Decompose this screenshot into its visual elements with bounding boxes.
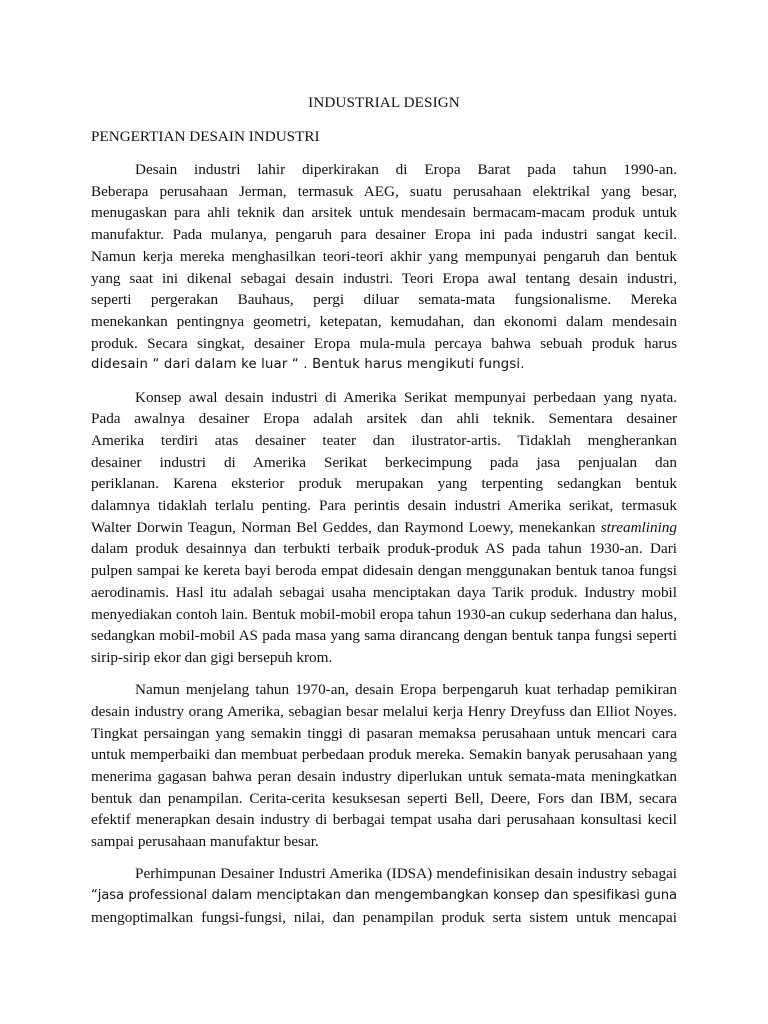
paragraph-line: produk. Secara singkat, desainer Eropa mula-mula percaya bahwa sebuah produk harus (91, 334, 677, 352)
paragraph-line: “jasa professional dalam menciptakan dan mengembangkan konsep dan spesifikasi guna (91, 888, 677, 903)
paragraph-line: desainer industri di Amerika Serikat berkecimpung pada jasa penjualan dan (91, 453, 677, 471)
paragraph-line: efektif menerapkan desain industry di berbagai tempat usaha dari perusahaan konsultasi kecil (91, 811, 677, 829)
paragraph-line: periklanan. Karena eksterior produk merupakan yang terpenting sedangkan bentuk (91, 475, 677, 493)
paragraph-line: Konsep awal desain industri di Amerika Serikat mempunyai perbedaan yang nyata. (135, 388, 677, 406)
paragraph-line: bentuk dan penampilan. Cerita-cerita kesuksesan seperti Bell, Deere, Fors dan IBM, secara (91, 789, 677, 807)
paragraph-line: menerima gagasan bahwa peran desain industry diperlukan untuk semata-mata meningkatkan (91, 767, 677, 785)
paragraph-line: Namun menjelang tahun 1970-an, desain Eropa berpengaruh kuat terhadap pemikiran (135, 681, 677, 699)
paragraph-line: sirip-sirip ekor dan gigi bersepuh krom. (91, 648, 333, 666)
paragraph-line: menyediakan contoh lain. Bentuk mobil-mobil eropa tahun 1930-an cukup sederhana dan halus, (91, 605, 677, 623)
paragraph-line: dalam produk desainnya dan terbukti terbaik produk-produk AS pada tahun 1930-an. Dari (91, 540, 677, 558)
paragraph-line: yang saat ini dikenal sebagai desain industri. Teori Eropa awal tentang desain industri, (91, 269, 677, 287)
paragraph-line: Pada awalnya desainer Eropa adalah arsitek dan ahli teknik. Sementara desainer (91, 410, 677, 428)
paragraph-line: seperti pergerakan Bauhaus, pergi diluar semata-mata fungsionalisme. Mereka (91, 291, 677, 309)
paragraph-line: manufaktur. Pada mulanya, pengaruh para desainer Eropa ini pada industri sangat kecil. (91, 226, 677, 244)
paragraph-2 (91, 387, 677, 669)
paragraph-line: pulpen sampai ke kereta bayi beroda empat didesain dengan menggunakan bentuk tanoa fungsi (91, 562, 677, 580)
paragraph-line: sampai perusahaan manufaktur besar. (91, 833, 319, 851)
paragraph-line: aerodinamis. Hasl itu adalah sebagai usaha menciptakan daya Tarik produk. Industry mobil (91, 583, 677, 601)
paragraph-line: Perhimpunan Desainer Industri Amerika (IDSA) mendefinisikan desain industry sebagai (135, 865, 677, 883)
paragraph-3 (91, 679, 677, 853)
paragraph-line: Amerika terdiri atas desainer teater dan ilustrator-artis. Tidaklah mengherankan (91, 431, 677, 449)
line-text: Walter Dorwin Teagun, Norman Bel Geddes, dan Raymond Loewy, menekankan (91, 518, 596, 536)
paragraph-line: mengoptimalkan fungsi-fungsi, nilai, dan penampilan produk serta sistem untuk mencapai (91, 908, 677, 926)
paragraph-line: Tingkat persaingan yang semakin tinggi di pasaran memaksa perusahaan untuk mencari cara (91, 724, 677, 742)
paragraph-line: didesain “ dari dalam ke luar “ . Bentuk harus mengikuti fungsi. (91, 357, 525, 373)
paragraph-line: untuk memperbaiki dan membuat perbedaan produk mereka. Semakin banyak perusahaan yang (91, 746, 677, 764)
paragraph-4 (91, 863, 677, 928)
paragraph-line: Namun kerja mereka menghasilkan teori-teori akhir yang mempunyai pengaruh dan bentuk (91, 247, 677, 265)
paragraph-1 (91, 159, 677, 376)
paragraph-line: desain industry orang Amerika, sebagian besar melalui kerja Henry Dreyfuss dan Elliot Noyes. (91, 702, 677, 720)
paragraph-line: menekankan pentingnya geometri, ketepatan, kemudahan, dan ekonomi dalam mendesain (91, 312, 677, 330)
paragraph-line: sedangkan mobil-mobil AS pada masa yang sama dirancang dengan bentuk tanpa fungsi seperti (91, 627, 677, 645)
paragraph-line-with-emphasis (91, 517, 677, 539)
section-heading: PENGERTIAN DESAIN INDUSTRI (91, 128, 320, 145)
document-title: INDUSTRIAL DESIGN (308, 94, 460, 111)
paragraph-line: Desain industri lahir diperkirakan di Eropa Barat pada tahun 1990-an. (135, 161, 677, 178)
emphasis-term: streamlining (600, 518, 677, 536)
paragraph-line: dalamnya tidaklah terlalu penting. Para perintis desain industri Amerika serikat, termasuk (91, 497, 677, 515)
paragraph-line: Beberapa perusahaan Jerman, termasuk AEG, suatu perusahaan elektrikal yang besar, (91, 182, 677, 200)
paragraph-line: menugaskan para ahli teknik dan arsitek untuk mendesain bermacam-macam produk untuk (91, 204, 677, 222)
document-body (91, 159, 677, 939)
